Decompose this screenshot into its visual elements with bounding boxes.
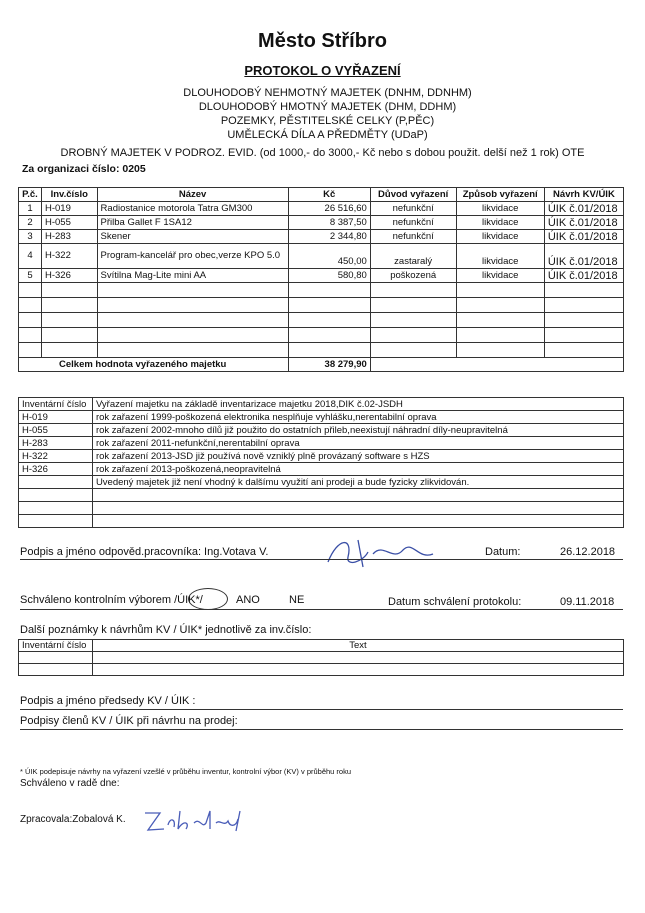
org-number: Za organizaci číslo: 0205: [22, 163, 146, 175]
cell-pc: 2: [19, 216, 42, 230]
reasons-header-inv: Inventární číslo: [19, 398, 93, 411]
responsible-label: Podpis a jméno odpověd.pracovníka: Ing.Votava V.: [20, 546, 269, 558]
cell-name: Svítilna Mag-Lite mini AA: [97, 269, 288, 283]
notes-heading: Další poznámky k návrhům KV / ÚIK* jednotlivě za inv.číslo:: [20, 624, 312, 636]
notes-table: [18, 639, 624, 676]
approved-no: NE: [289, 594, 305, 606]
cell-method: likvidace: [456, 216, 544, 230]
column-header: Inv.číslo: [41, 188, 97, 202]
notes-header-text: Text: [92, 640, 623, 652]
members-signature-label: Podpisy členů KV / ÚIK při návrhu na prodej:: [20, 715, 238, 727]
notes-header-inv: Inventární číslo: [19, 640, 93, 652]
prepared-by-signature: [140, 805, 250, 835]
table-row: [19, 437, 624, 450]
document-title: PROTOKOL O VYŘAZENÍ: [244, 63, 401, 78]
empty-row: [19, 664, 624, 676]
column-header: Název: [97, 188, 288, 202]
footnote: * ÚIK podepisuje návrhy na vyřazení vzešlé v průběhu inventur, kontrolní výbor (KV) v průběhu roku: [20, 767, 352, 776]
cell-pc: 3: [19, 230, 42, 244]
assets-table: [18, 187, 624, 372]
table-row: [19, 244, 624, 269]
category-line: POZEMKY, PĚSTITELSKÉ CELKY (P,PĚC): [220, 115, 435, 127]
cell-kc: 8 387,50: [288, 216, 370, 230]
cell-inv: H-326: [41, 269, 97, 283]
divider: [20, 709, 623, 710]
empty-row: [19, 283, 624, 298]
column-header: Způsob vyřazení: [456, 188, 544, 202]
table-row: [19, 450, 624, 463]
cell-kc: 450,00: [288, 244, 370, 269]
cell-proposal: ÚIK č.01/2018: [544, 269, 623, 283]
table-row: [19, 216, 624, 230]
approved-yes: ANO: [236, 594, 260, 606]
empty-row: [19, 515, 624, 528]
table-row: [19, 463, 624, 476]
table-row: [19, 476, 624, 489]
cell-inv: H-322: [41, 244, 97, 269]
prepared-by: Zpracovala:Zobalová K.: [20, 814, 126, 825]
cell-reason: nefunkční: [370, 202, 456, 216]
empty-row: [19, 343, 624, 358]
reasons-table: [18, 397, 624, 528]
cell-text: Uvedený majetek již není vhodný k dalšímu využití ani prodeji a bude fyzicky zlikvidován.: [92, 476, 623, 489]
cell-inv: H-326: [19, 463, 93, 476]
approved-council: Schváleno v radě dne:: [20, 778, 120, 789]
assets-header-row: [19, 188, 624, 202]
cell-reason: poškozená: [370, 269, 456, 283]
circle-mark: [188, 588, 228, 610]
responsible-signature: [318, 532, 458, 572]
cell-method: likvidace: [456, 230, 544, 244]
empty-row: [19, 298, 624, 313]
cell-proposal: ÚIK č.01/2018: [544, 202, 623, 216]
cell-text: rok zařazení 2002-mnoho dílů již použito do ostatních přileb,neexistují náhradní díly-neupravitelná: [92, 424, 623, 437]
cell-inv: [19, 476, 93, 489]
cell-reason: nefunkční: [370, 230, 456, 244]
cell-name: Přilba Gallet F 1SA12: [97, 216, 288, 230]
cell-inv: H-019: [41, 202, 97, 216]
divider: [20, 609, 623, 610]
column-header: Návrh KV/ÚIK: [544, 188, 623, 202]
divider: [20, 729, 623, 730]
column-header: Důvod vyřazení: [370, 188, 456, 202]
cell-text: rok zařazení 1999-poškozená elektronika nesplňuje vyhlášku,nerentabilní oprava: [92, 411, 623, 424]
table-row: [19, 424, 624, 437]
cell-text: rok zařazení 2011-nefunkční,nerentabilní oprava: [92, 437, 623, 450]
empty-row: [19, 652, 624, 664]
table-row: [19, 202, 624, 216]
category-line: DLOUHODOBÝ NEHMOTNÝ MAJETEK (DNHM, DDNHM): [183, 87, 472, 99]
reasons-header-text: Vyřazení majetku na základě inventarizace majetku 2018,DIK č.02-JSDH: [92, 398, 623, 411]
empty-row: [19, 328, 624, 343]
cell-pc: 1: [19, 202, 42, 216]
cell-inv: H-283: [19, 437, 93, 450]
cell-name: Radiostanice motorola Tatra GM300: [97, 202, 288, 216]
divider: [20, 559, 623, 560]
total-row: [19, 358, 624, 372]
notes-header-row: [19, 640, 624, 652]
reasons-header-row: [19, 398, 624, 411]
protocol-date-label: Datum schválení protokolu:: [388, 596, 522, 608]
column-header: P.č.: [19, 188, 42, 202]
total-value: 38 279,90: [288, 358, 370, 372]
chair-signature-label: Podpis a jméno předsedy KV / ÚIK :: [20, 695, 196, 707]
cell-reason: nefunkční: [370, 216, 456, 230]
cell-inv: H-055: [41, 216, 97, 230]
cell-reason: zastaralý: [370, 244, 456, 269]
date-value: 26.12.2018: [560, 546, 616, 558]
table-row: [19, 269, 624, 283]
empty-row: [19, 489, 624, 502]
cell-proposal: ÚIK č.01/2018: [544, 244, 623, 269]
protocol-date-value: 09.11.2018: [560, 596, 615, 608]
cell-pc: 5: [19, 269, 42, 283]
date-label: Datum:: [485, 546, 521, 558]
cell-inv: H-019: [19, 411, 93, 424]
approved-label: Schváleno kontrolním výborem /ÚIK*/: [20, 594, 203, 606]
category-line: DLOUHODOBÝ HMOTNÝ MAJETEK (DHM, DDHM): [198, 101, 457, 113]
empty-row: [19, 502, 624, 515]
cell-inv: H-283: [41, 230, 97, 244]
cell-method: likvidace: [456, 269, 544, 283]
cell-name: Skener: [97, 230, 288, 244]
cell-method: likvidace: [456, 202, 544, 216]
cell-text: rok zařazení 2013-JSD již používá nově vzniklý plně provázaný software s HZS: [92, 450, 623, 463]
cell-inv: H-055: [19, 424, 93, 437]
total-label: Celkem hodnota vyřazeného majetku: [19, 358, 289, 372]
cell-text: rok zařazení 2013-poškozená,neopravitelná: [92, 463, 623, 476]
cell-pc: 4: [19, 244, 42, 269]
category-line: DROBNÝ MAJETEK V PODROZ. EVID. (od 1000,- do 3000,- Kč nebo s dobou použit. delší než 1 rok) OTE: [60, 147, 585, 159]
category-line: UMĚLECKÁ DÍLA A PŘEDMĚTY (UDaP): [227, 129, 428, 141]
empty-row: [19, 313, 624, 328]
cell-kc: 26 516,60: [288, 202, 370, 216]
cell-proposal: ÚIK č.01/2018: [544, 216, 623, 230]
cell-kc: 2 344,80: [288, 230, 370, 244]
cell-proposal: ÚIK č.01/2018: [544, 230, 623, 244]
cell-method: likvidace: [456, 244, 544, 269]
cell-name: Program-kancelář pro obec,verze KPO 5.0: [97, 244, 288, 269]
cell-kc: 580,80: [288, 269, 370, 283]
column-header: Kč: [288, 188, 370, 202]
cell-inv: H-322: [19, 450, 93, 463]
table-row: [19, 230, 624, 244]
table-row: [19, 411, 624, 424]
town-title: Město Stříbro: [258, 30, 387, 52]
